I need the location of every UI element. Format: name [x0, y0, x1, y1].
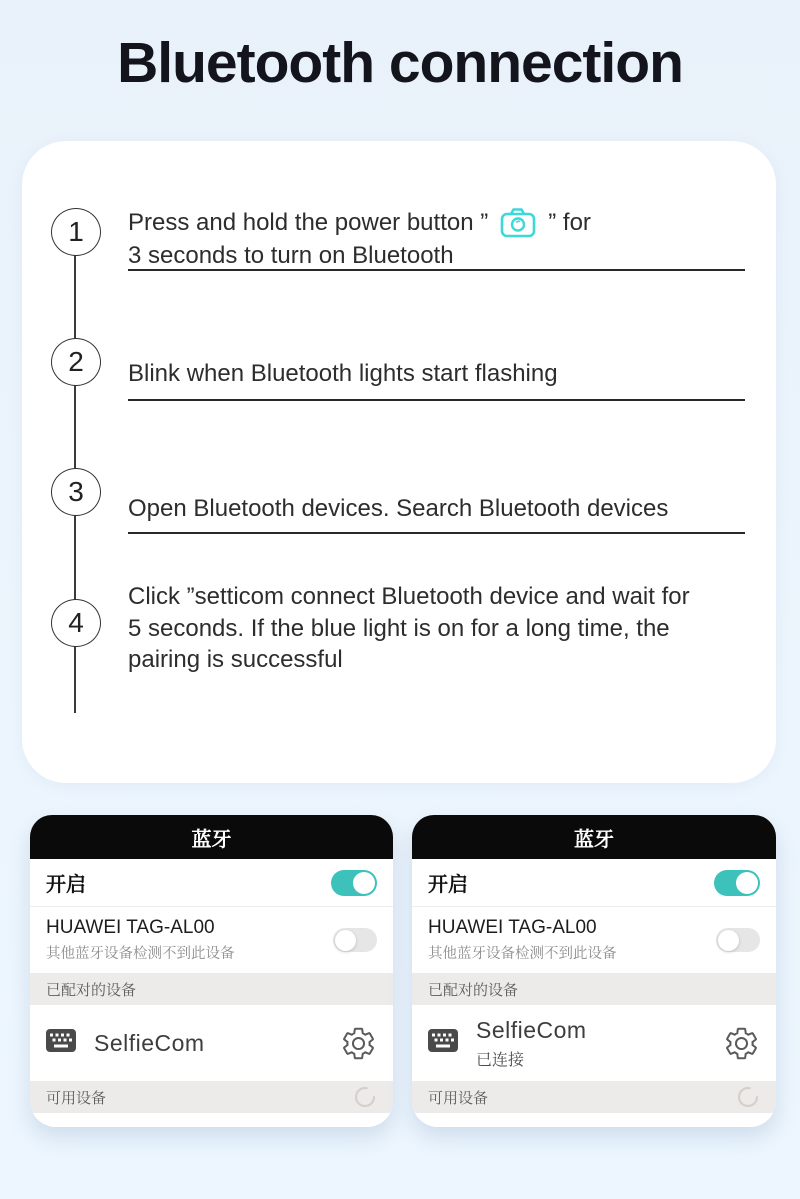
scanning-spinner-icon [353, 1085, 377, 1109]
step-2-number-label: 2 [68, 346, 84, 377]
paired-device-row[interactable] [412, 1005, 776, 1081]
step-3-text [128, 492, 754, 525]
paired-devices-label: 已配对的设备 [46, 981, 137, 999]
step-1-number [51, 208, 101, 256]
bluetooth-title-label: 蓝牙 [191, 828, 232, 851]
step-1-number-label: 1 [68, 216, 84, 247]
bluetooth-power-row[interactable] [30, 859, 393, 907]
scanning-spinner-icon [736, 1085, 760, 1109]
step-4-line-2: 5 seconds. If the blue light is on for a long time, the [128, 614, 670, 642]
paired-device-row[interactable] [30, 1005, 393, 1081]
bluetooth-title-label: 蓝牙 [574, 828, 614, 851]
step-4-line-1: Click ”setticom connect Bluetooth device and wait for [128, 583, 690, 610]
step-4-number-label: 4 [68, 607, 84, 638]
phone-bottom-edge [412, 1113, 776, 1127]
step-2-text [128, 357, 754, 390]
phone-screenshot-right [412, 815, 776, 1127]
phone-bottom-edge [30, 1113, 393, 1127]
device-visibility-hint: 其他蓝牙设备检测不到此设备 [428, 946, 617, 962]
available-devices-label: 可用设备 [46, 1089, 107, 1107]
step-3-underline [128, 532, 745, 534]
step-1-line-2: 3 seconds to turn on Bluetooth [128, 242, 454, 269]
step-2-underline [128, 399, 745, 401]
step-1-text-after-icon: ” for [548, 209, 591, 236]
bluetooth-power-row[interactable] [412, 859, 776, 907]
step-3-number [51, 468, 101, 516]
bluetooth-power-label: 开启 [46, 874, 86, 896]
device-visibility-row[interactable] [30, 907, 393, 973]
step-2-number [51, 338, 101, 386]
available-devices-label: 可用设备 [428, 1089, 489, 1107]
step-4-text [128, 581, 754, 676]
step-4-number [51, 599, 101, 647]
device-visibility-toggle[interactable] [333, 928, 377, 952]
toggle-knob [335, 930, 356, 951]
step-1-underline [128, 269, 745, 271]
toggle-knob [353, 872, 375, 894]
keyboard-icon [428, 1029, 458, 1057]
device-settings-gear-icon[interactable] [723, 1025, 760, 1062]
step-3-number-label: 3 [68, 476, 84, 507]
phone-screenshot-left [30, 815, 393, 1127]
step-1-line-1 [128, 206, 754, 239]
device-name-label: HUAWEI TAG-AL00 [428, 917, 597, 938]
device-visibility-hint: 其他蓝牙设备检测不到此设备 [46, 946, 235, 962]
available-devices-section-header [412, 1081, 776, 1113]
step-1-text-before-icon: Press and hold the power button ” [128, 209, 489, 236]
bluetooth-power-toggle[interactable] [714, 870, 760, 896]
bluetooth-title-bar [30, 815, 393, 859]
keyboard-icon [46, 1029, 76, 1057]
device-settings-gear-icon[interactable] [340, 1025, 377, 1062]
toggle-knob [736, 872, 758, 894]
bluetooth-power-toggle[interactable] [331, 870, 377, 896]
step-2-line-1: Blink when Bluetooth lights start flashing [128, 360, 558, 387]
available-devices-section-header [30, 1081, 393, 1113]
step-3-line-1: Open Bluetooth devices. Search Bluetooth devices [128, 495, 669, 522]
bluetooth-title-bar [412, 815, 776, 859]
step-1-text [128, 206, 754, 272]
paired-devices-label: 已配对的设备 [428, 981, 519, 999]
toggle-knob [718, 930, 739, 951]
device-name-label: HUAWEI TAG-AL00 [46, 917, 215, 938]
paired-device-name: SelfieCom [476, 1016, 587, 1043]
page-title: Bluetooth connection [117, 31, 683, 95]
device-visibility-toggle[interactable] [716, 928, 760, 952]
paired-device-name: SelfieCom [94, 1029, 205, 1056]
device-visibility-row[interactable] [412, 907, 776, 973]
bluetooth-power-label: 开启 [428, 874, 468, 896]
paired-device-status: 已连接 [476, 1051, 525, 1069]
step-4-line-3: pairing is successful [128, 646, 343, 673]
paired-devices-section-header [412, 973, 776, 1005]
camera-icon [500, 207, 536, 238]
paired-devices-section-header [30, 973, 393, 1005]
